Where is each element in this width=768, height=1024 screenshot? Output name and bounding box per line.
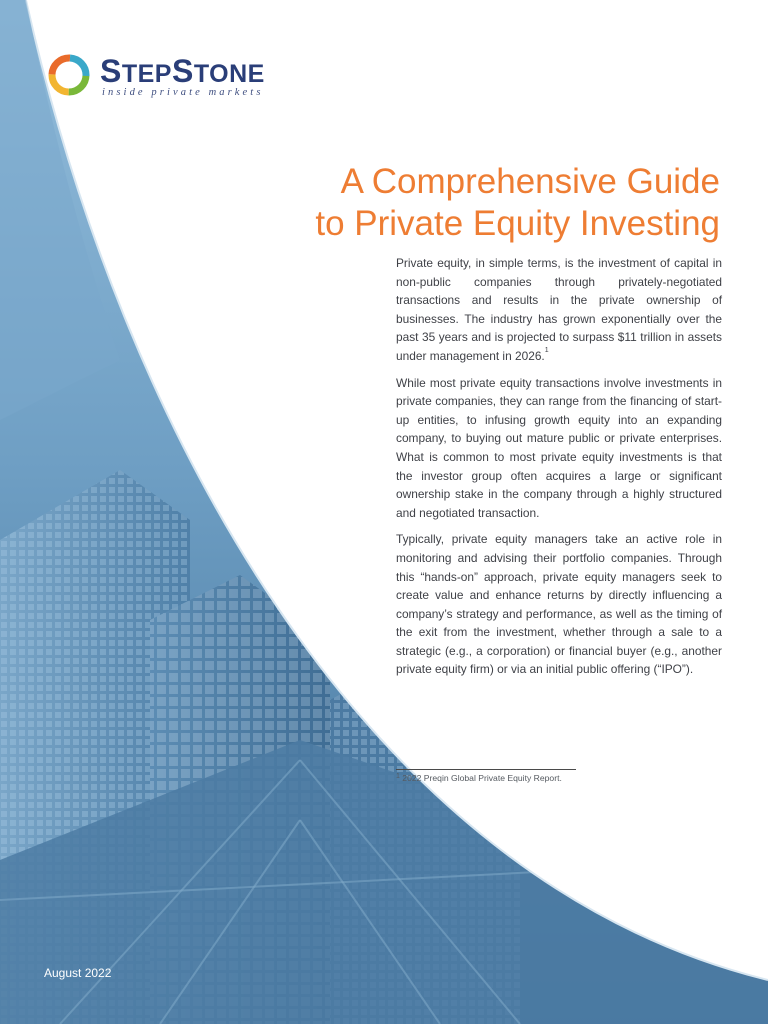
publication-date: August 2022: [44, 966, 112, 980]
title-line-1: A Comprehensive Guide: [340, 162, 720, 202]
paragraph-3: Typically, private equity managers take an active role in monitoring and advising their portfolio companies. Through this “hands-on” approach, private equity managers seek to create value and enhance returns by directly influencing a company’s strategy and performance, as well as the timing of the exit from the investment, whether through a sale to a strategic (e.g., a corporation) or financial buyer (e.g., another private equity firm) or via an initial public offering (“IPO”).: [396, 532, 722, 677]
stepstone-logo: [44, 50, 284, 100]
paragraph-1: Private equity, in simple terms, is the investment of capital in non-public companies through privately-negotiated transactions and results in the private ownership of businesses. The industry has grown exponentially over the past 35 years and is projected to surpass $11 trillion in assets under management in 2026.$^1$: [396, 256, 722, 363]
body-text: [396, 254, 722, 687]
footnote-divider: [396, 769, 576, 770]
paragraph-2: While most private equity transactions involve investments in private companies, they can range from the financing of start-up entities, to infusing growth equity into an expanding company, to buying out mature public or private enterprises. What is common to most private equity investments is that the investor group often acquires a large or significant ownership stake in the company through a highly structured and negotiated transaction.: [396, 375, 722, 520]
footnote-ref: 1: [544, 346, 549, 354]
footnote: $^1$ 2022 Preqin Global Private Equity Report.: [396, 773, 562, 783]
stepstone-wordmark: STEPSTONE: [100, 53, 265, 89]
logo-tagline: inside private markets: [102, 87, 264, 98]
stepstone-ring-icon: [44, 50, 94, 100]
document-title: [280, 161, 720, 245]
title-line-2: to Private Equity Investing: [315, 204, 720, 244]
